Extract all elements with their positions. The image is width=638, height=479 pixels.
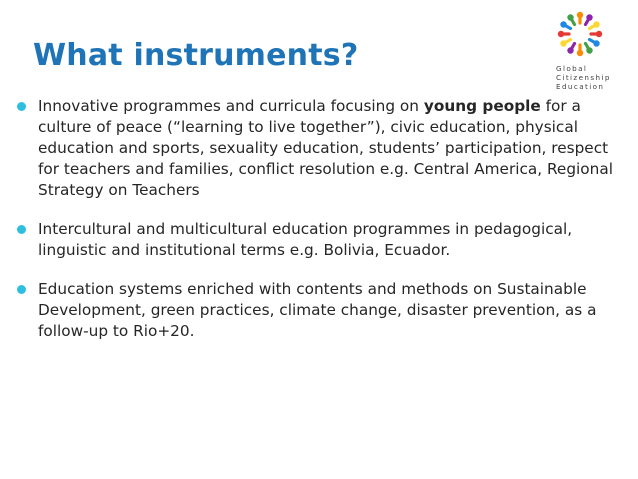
logo-text-line-3: Education <box>556 82 605 91</box>
bullet-icon <box>17 285 26 294</box>
bullet-text-1: Innovative programmes and curricula focusing on young people for a culture of peace (“learning to live together”), civic education, physical education and sports, sexuality education, students’ participation, respect for teachers and families, conflict resolution e.g. Central America, Regional Strategy on Teachers <box>38 97 613 199</box>
bullet-icon <box>17 102 26 111</box>
logo-figure-body <box>571 18 575 25</box>
bullet-icon <box>17 225 26 234</box>
slide-title: What instruments? <box>33 38 359 73</box>
bullet-item-1 <box>14 96 614 201</box>
logo-figure-body <box>590 25 597 29</box>
logo-figure-body <box>586 44 590 51</box>
logo-figure-body <box>564 25 571 29</box>
logo-text-line-2: Citizenship <box>556 73 611 82</box>
bullet-item-3 <box>14 279 614 342</box>
logo-text-line-1: Global <box>556 64 588 73</box>
bullet-text-3: Education systems enriched with contents and methods on Sustainable Development, green practices, climate change, disaster prevention, as a follow-up to Rio+20. <box>38 280 597 340</box>
logo-figure-body <box>571 44 575 51</box>
logo-figure-body <box>590 40 597 44</box>
logo-figure-body <box>564 40 571 44</box>
bullet-list <box>14 96 614 360</box>
logo-figure-body <box>586 18 590 25</box>
bullet-text-2: Intercultural and multicultural education programmes in pedagogical, linguistic and institutional terms e.g. Bolivia, Ecuador. <box>38 220 573 259</box>
bullet-item-2 <box>14 219 614 261</box>
